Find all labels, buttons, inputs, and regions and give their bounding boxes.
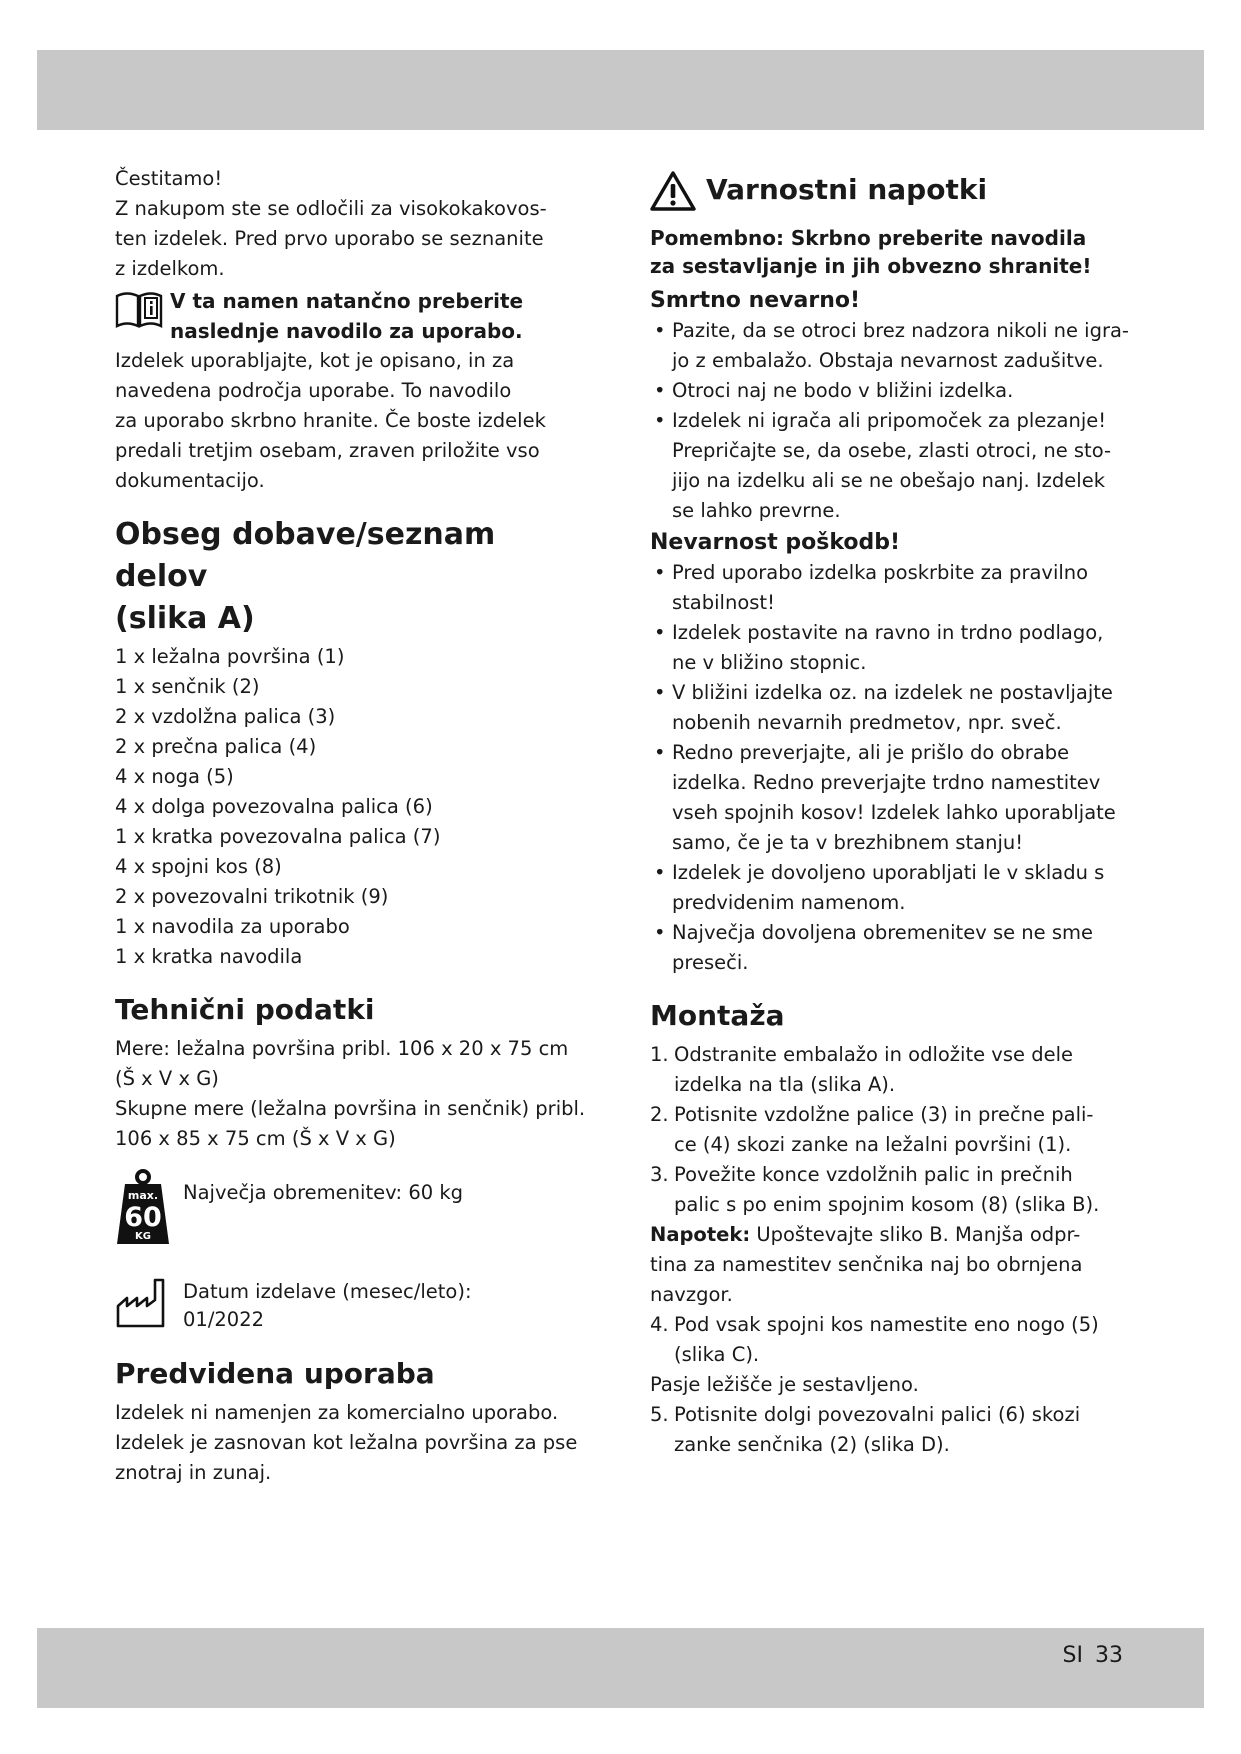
- list-item: [650, 316, 1130, 376]
- step-line: palic s po enim spojnim kosom (8) (slika B).: [674, 1193, 1100, 1216]
- parts-list: [115, 642, 595, 972]
- intended-line: Izdelek je zasnovan kot ležalna površina za pse: [115, 1431, 578, 1454]
- intended-use-text: [115, 1398, 595, 1488]
- bullet-line: Otroci naj ne bodo v bližini izdelka.: [672, 379, 1014, 402]
- bullet-line: predvidenim namenom.: [672, 891, 906, 914]
- manufacture-value: 01/2022: [183, 1308, 265, 1331]
- list-item: [650, 918, 1130, 978]
- intro-text: [115, 164, 595, 284]
- danger-list: [650, 316, 1130, 526]
- factory-date-icon: [115, 1278, 167, 1330]
- usage-line: za uporabo skrbno hranite. Če boste izdelek: [115, 409, 546, 432]
- right-column: [650, 170, 1130, 1460]
- page-number: 33: [1095, 1643, 1123, 1668]
- footer-language: SI: [1062, 1643, 1083, 1668]
- bullet-line: Izdelek ni igrača ali pripomoček za plezanje!: [672, 409, 1107, 432]
- notice-line: V ta namen natančno preberite: [170, 289, 524, 313]
- list-item: [650, 618, 1130, 678]
- safety-heading: Varnostni napotki: [706, 173, 988, 206]
- step-line: Odstranite embalažo in odložite vse dele: [674, 1043, 1073, 1066]
- bullet-line: samo, če je ta v brezhibnem stanju!: [672, 831, 1024, 854]
- list-item: [650, 1160, 1130, 1220]
- tip-line: [650, 1220, 1130, 1250]
- bullet-line: V bližini izdelka oz. na izdelek ne postavljajte: [672, 681, 1113, 704]
- list-item: [650, 1100, 1130, 1160]
- tip-line: navzgor.: [650, 1283, 733, 1306]
- scope-heading-line: Obseg dobave/seznam delov: [115, 517, 496, 594]
- tech-heading: Tehnični podatki: [115, 993, 375, 1026]
- left-column: [115, 164, 595, 1488]
- usage-line: Izdelek uporabljajte, kot je opisano, in za: [115, 349, 515, 372]
- footer-band: [37, 1628, 1204, 1708]
- bullet-line: stabilnost!: [672, 591, 775, 614]
- step-line: ce (4) skozi zanke na ležalni površini (1).: [674, 1133, 1072, 1156]
- scope-heading: [115, 514, 595, 640]
- list-item: [650, 858, 1130, 918]
- injury-heading: Nevarnost poškodb!: [650, 530, 901, 555]
- bullet-line: preseči.: [672, 951, 749, 974]
- list-item: [650, 406, 1130, 526]
- bullet-line: jijo na izdelku ali se ne obešajo nanj. Izdelek: [672, 469, 1105, 492]
- tech-line: 106 x 85 x 75 cm (Š x V x G): [115, 1127, 396, 1150]
- injury-list: [650, 558, 1130, 978]
- tech-line: Skupne mere (ležalna površina in senčnik) pribl.: [115, 1097, 586, 1120]
- list-item: [650, 1040, 1130, 1100]
- bullet-line: Izdelek je dovoljeno uporabljati le v skladu s: [672, 861, 1105, 884]
- intended-line: znotraj in zunaj.: [115, 1461, 272, 1484]
- list-item: 4 x dolga povezovalna palica (6): [115, 795, 433, 818]
- tip-line: tina za namestitev senčnika naj bo obrnjena: [650, 1253, 1083, 1276]
- weight-icon-value: 60: [124, 1202, 162, 1233]
- tech-data: [115, 1034, 595, 1154]
- step-line: Pod vsak spojni kos namestite eno nogo (5): [674, 1313, 1099, 1336]
- safety-heading-row: [650, 170, 1130, 218]
- intro-line: ten izdelek. Pred prvo uporabo se seznanite: [115, 227, 544, 250]
- list-item: [650, 1400, 1130, 1460]
- bullet-line: Redno preverjajte, ali je prišlo do obrabe: [672, 741, 1070, 764]
- weight-icon-label: max.: [127, 1189, 159, 1202]
- step-line: Povežite konce vzdolžnih palic in prečnih: [674, 1163, 1073, 1186]
- usage-line: dokumentacijo.: [115, 469, 265, 492]
- list-item: 1 x kratka navodila: [115, 945, 303, 968]
- assembly-steps: [650, 1040, 1130, 1220]
- bullet-line: Prepričajte se, da osebe, zlasti otroci, ne sto-: [672, 439, 1112, 462]
- list-item: 1 x navodila za uporabo: [115, 915, 350, 938]
- step-number: 2.: [650, 1103, 669, 1126]
- list-item: [650, 1310, 1130, 1370]
- bullet-line: izdelka. Redno preverjajte trdno namestitev: [672, 771, 1101, 794]
- intended-use-heading: Predvidena uporaba: [115, 1357, 435, 1390]
- bullet-line: Največja dovoljena obremenitev se ne sme: [672, 921, 1094, 944]
- important-line: za sestavljanje in jih obvezno shranite!: [650, 254, 1092, 278]
- bullet-line: Pred uporabo izdelka poskrbite za pravilno: [672, 561, 1089, 584]
- step-number: 3.: [650, 1163, 669, 1186]
- usage-line: predali tretjim osebam, zraven priložite vso: [115, 439, 540, 462]
- tech-line: (Š x V x G): [115, 1067, 219, 1090]
- intro-line: Z nakupom ste se odločili za visokokakovos-: [115, 197, 547, 220]
- tech-line: Mere: ležalna površina pribl. 106 x 20 x 75 cm: [115, 1037, 569, 1060]
- bullet-line: Pazite, da se otroci brez nadzora nikoli ne igra-: [672, 319, 1129, 342]
- list-item: 2 x prečna palica (4): [115, 735, 317, 758]
- max-load-row: [115, 1168, 595, 1248]
- bullet-line: Izdelek postavite na ravno in trdno podlago,: [672, 621, 1104, 644]
- intro-line: Čestitamo!: [115, 167, 223, 190]
- notice-line: naslednje navodilo za uporabo.: [170, 319, 523, 343]
- max-weight-icon: [115, 1168, 171, 1248]
- important-line: Pomembno: Skrbno preberite navodila: [650, 226, 1087, 250]
- open-book-info-icon: [115, 290, 163, 330]
- assembly-steps-cont: [650, 1310, 1130, 1370]
- list-item: 1 x ležalna površina (1): [115, 645, 345, 668]
- usage-line: navedena področja uporabe. To navodilo: [115, 379, 512, 402]
- bullet-line: nobenih nevarnih predmetov, npr. sveč.: [672, 711, 1062, 734]
- list-item: 2 x povezovalni trikotnik (9): [115, 885, 389, 908]
- bullet-line: ne v bližino stopnic.: [672, 651, 867, 674]
- step-number: 1.: [650, 1043, 669, 1066]
- header-band: [37, 50, 1204, 130]
- step-line: Potisnite vzdolžne palice (3) in prečne pali-: [674, 1103, 1094, 1126]
- step-line: Potisnite dolgi povezovalni palici (6) skozi: [674, 1403, 1081, 1426]
- tip-note: [650, 1220, 1130, 1310]
- usage-text: [115, 346, 595, 496]
- list-item: [650, 376, 1130, 406]
- assembly-steps-final: [650, 1400, 1130, 1460]
- list-item: 1 x kratka povezovalna palica (7): [115, 825, 441, 848]
- list-item: [650, 558, 1130, 618]
- important-note: [650, 224, 1130, 280]
- list-item: [650, 738, 1130, 858]
- warning-triangle-icon: [650, 170, 696, 212]
- danger-heading: Smrtno nevarno!: [650, 288, 860, 313]
- step-number: 5.: [650, 1403, 669, 1426]
- bullet-line: vseh spojnih kosov! Izdelek lahko uporabljate: [672, 801, 1116, 824]
- list-item: 2 x vzdolžna palica (3): [115, 705, 336, 728]
- step-line: izdelka na tla (slika A).: [674, 1073, 896, 1096]
- intro-line: z izdelkom.: [115, 257, 225, 280]
- intended-line: Izdelek ni namenjen za komercialno uporabo.: [115, 1401, 559, 1424]
- assembled-note: Pasje ležišče je sestavljeno.: [650, 1373, 919, 1396]
- step-line: zanke senčnika (2) (slika D).: [674, 1433, 950, 1456]
- scope-heading-line: (slika A): [115, 601, 255, 636]
- list-item: 4 x noga (5): [115, 765, 234, 788]
- read-instructions-notice: [115, 286, 595, 346]
- bullet-line: jo z embalažo. Obstaja nevarnost zadušitve.: [672, 349, 1104, 372]
- manufacture-label: Datum izdelave (mesec/leto):: [183, 1280, 472, 1303]
- list-item: 4 x spojni kos (8): [115, 855, 282, 878]
- list-item: 1 x senčnik (2): [115, 675, 260, 698]
- list-item: [650, 678, 1130, 738]
- tip-label: Napotek:: [650, 1223, 751, 1246]
- assembly-heading: Montaža: [650, 999, 785, 1032]
- manufacture-date-row: [115, 1270, 595, 1330]
- step-line: (slika C).: [674, 1343, 760, 1366]
- tip-text: Upoštevajte sliko B. Manjša odpr-: [750, 1223, 1081, 1246]
- weight-icon-unit: KG: [135, 1231, 151, 1242]
- bullet-line: se lahko prevrne.: [672, 499, 841, 522]
- step-number: 4.: [650, 1313, 669, 1336]
- max-load-text: Največja obremenitev: 60 kg: [183, 1181, 464, 1204]
